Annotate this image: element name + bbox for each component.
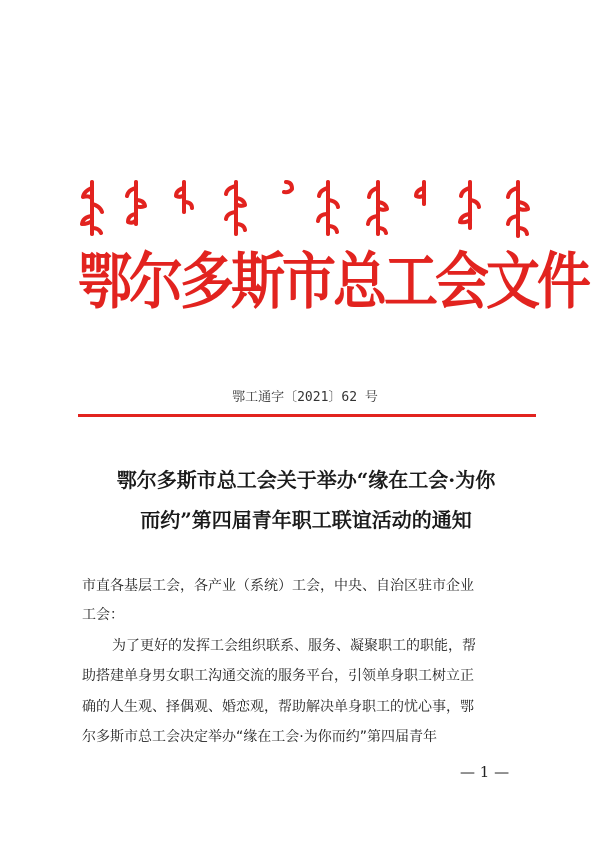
paragraph-line-1: 为了更好的发挥工会组织联系、服务、凝聚职工的职能，帮: [112, 638, 476, 654]
document-header-title: 鄂尔多斯市总工会文件: [78, 245, 588, 318]
mongolian-script-header: [78, 178, 538, 240]
notice-title-line-1: 鄂尔多斯市总工会关于举办“缘在工会·为你: [116, 468, 496, 492]
paragraph-line-2: 助搭建单身男女职工沟通交流的服务平台，引领单身职工树立正: [82, 668, 474, 684]
paragraph-line-3: 确的人生观、择偶观、婚恋观，帮助解决单身职工的忧心事，鄂: [82, 699, 474, 715]
notice-title-line-2: 而约”第四届青年职工联谊活动的通知: [140, 508, 472, 532]
document-number: 鄂工通字〔2021〕62 号: [232, 390, 378, 405]
paragraph-line-4: 尔多斯市总工会决定举办“缘在工会·为你而约”第四届青年: [82, 729, 437, 745]
addressee-line-1: 市直各基层工会，各产业（系统）工会，中央、自治区驻市企业: [82, 578, 474, 594]
addressee-line-2: 工会：: [82, 607, 124, 623]
red-divider-line: [78, 414, 536, 417]
page-number: — 1 —: [460, 763, 510, 781]
